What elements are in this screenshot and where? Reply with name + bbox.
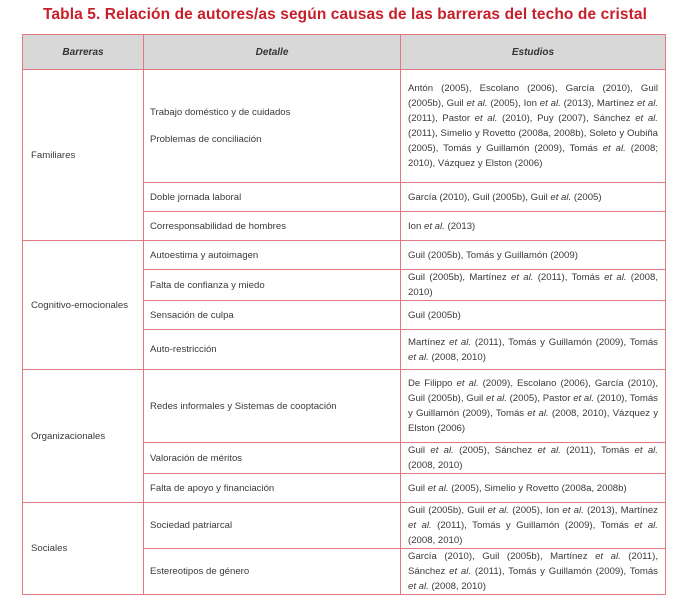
studies-cell: Ion et al. (2013) (401, 212, 666, 241)
table-title: Tabla 5. Relación de autores/as según causas de las barreras del techo de cristal (43, 6, 647, 23)
detail-cell: Valoración de méritos (144, 443, 401, 474)
detail-cell: Falta de apoyo y financiación (144, 474, 401, 503)
table-row (23, 70, 666, 183)
studies-cell: Guil (2005b) (401, 301, 666, 330)
barriers-table (22, 34, 666, 595)
studies-cell: Guil et al. (2005), Sánchez et al. (2011), Tomás et al. (2008, 2010) (401, 443, 666, 474)
studies-cell: De Filippo et al. (2009), Escolano (2006), García (2010), Guil (2005b), Guil et al. (2005), Pastor et al. (2010), Tomás y Guillamón (2009), Tomás et al. (2008, 2010), Vázquez y Elston (2006) (401, 370, 666, 443)
detail-cell: Sensación de culpa (144, 301, 401, 330)
detail-text: Trabajo doméstico y de cuidados (150, 107, 291, 118)
studies-cell: Guil et al. (2005), Simelio y Rovetto (2008a, 2008b) (401, 474, 666, 503)
header-estudios: Estudios (401, 35, 666, 70)
studies-cell: Guil (2005b), Guil et al. (2005), Ion et al. (2013), Martínez et al. (2011), Tomás y Guillamón (2009), Tomás et al. (2008, 2010) (401, 503, 666, 549)
detail-cell (144, 70, 401, 183)
detail-cell: Corresponsabilidad de hombres (144, 212, 401, 241)
barrier-cognitivo-emocionales: Cognitivo-emocionales (23, 241, 144, 370)
detail-cell: Falta de confianza y miedo (144, 270, 401, 301)
detail-cell: Auto-restricción (144, 330, 401, 370)
studies-cell: Guil (2005b), Martínez et al. (2011), Tomás et al. (2008, 2010) (401, 270, 666, 301)
barrier-organizacionales: Organizacionales (23, 370, 144, 503)
barrier-familiares: Familiares (23, 70, 144, 241)
detail-text: Problemas de conciliación (150, 134, 262, 145)
detail-cell: Redes informales y Sistemas de cooptación (144, 370, 401, 443)
studies-cell: Antón (2005), Escolano (2006), García (2010), Guil (2005b), Guil et al. (2005), Ion et al. (2013), Martínez et al. (2011), Pastor et al. (2010), Puy (2007), Sánchez et al. (2011), Simelio y Rovetto (2008a, 2008b), Soleto y Oubiña (2005), Tomás y Guillamón (2009), Tomás et al. (2008; 2010), Vázquez y Elston (2006) (401, 70, 666, 183)
detail-cell: Autoestima y autoimagen (144, 241, 401, 270)
table-row (23, 370, 666, 443)
header-detalle: Detalle (144, 35, 401, 70)
studies-cell: García (2010), Guil (2005b), Martínez et al. (2011), Sánchez et al. (2011), Tomás y Guillamón (2009), Tomás et al. (2008, 2010) (401, 549, 666, 595)
table-header-row (23, 35, 666, 70)
detail-cell: Sociedad patriarcal (144, 503, 401, 549)
detail-cell: Estereotipos de género (144, 549, 401, 595)
table-row (23, 241, 666, 270)
studies-cell: Guil (2005b), Tomás y Guillamón (2009) (401, 241, 666, 270)
header-barreras: Barreras (23, 35, 144, 70)
barrier-sociales: Sociales (23, 503, 144, 595)
studies-cell: García (2010), Guil (2005b), Guil et al. (2005) (401, 183, 666, 212)
studies-cell: Martínez et al. (2011), Tomás y Guillamón (2009), Tomás et al. (2008, 2010) (401, 330, 666, 370)
detail-cell: Doble jornada laboral (144, 183, 401, 212)
table-row (23, 503, 666, 549)
